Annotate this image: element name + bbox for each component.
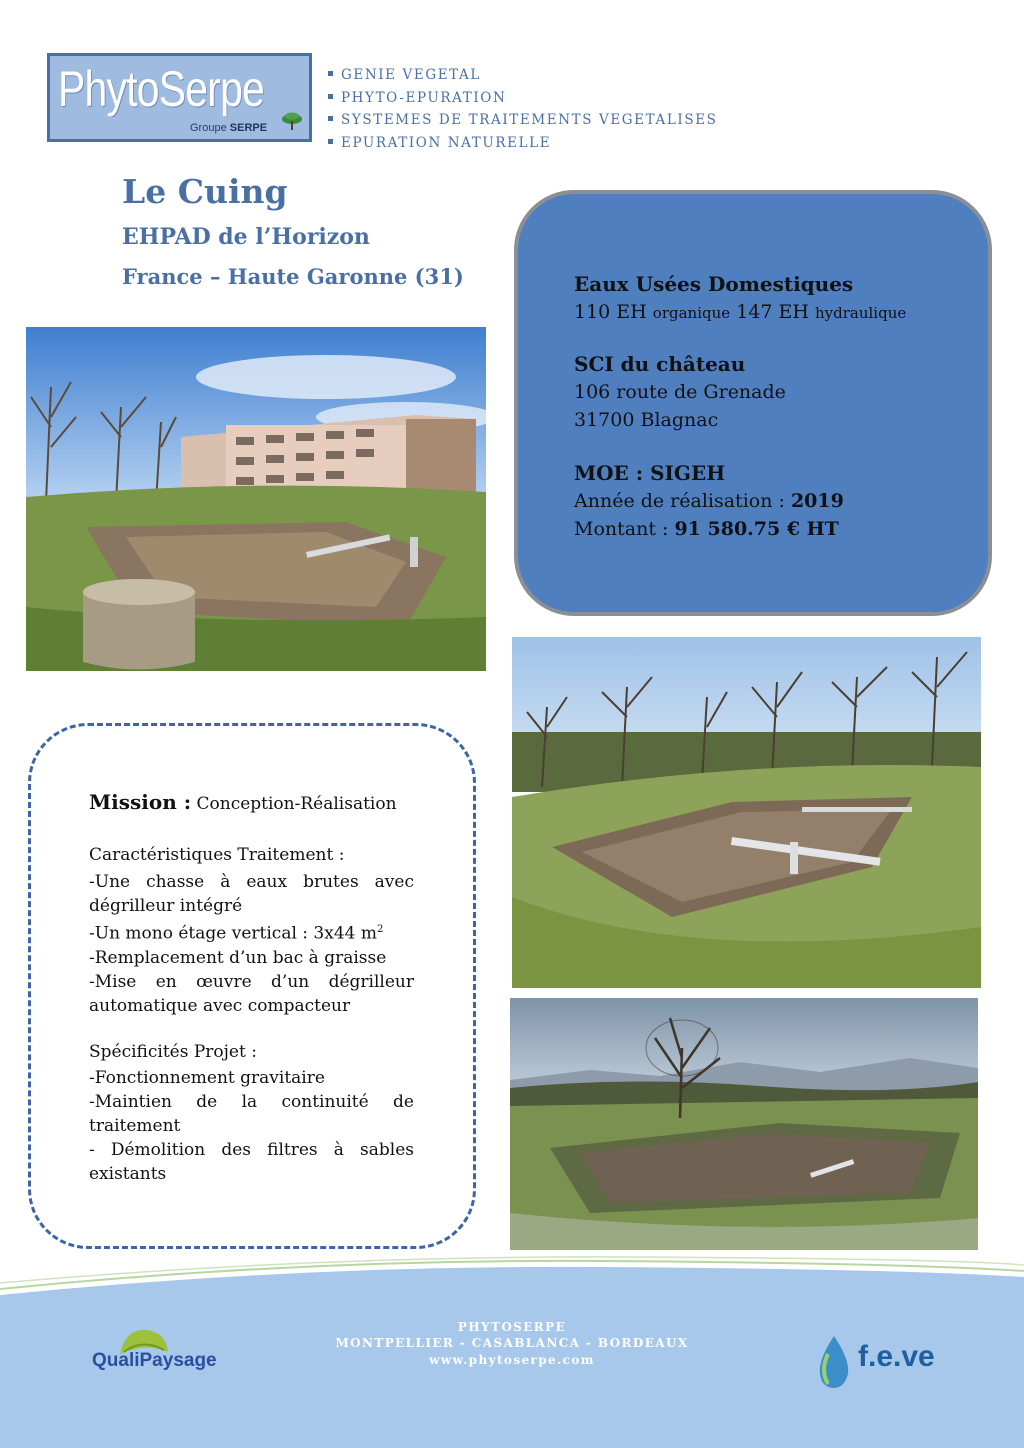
treatment-list — [89, 870, 414, 1018]
logo-group-prefix: Groupe — [190, 122, 227, 134]
project-location: France – Haute Garonne (31) — [122, 264, 464, 289]
eh-hydraulic-value: 147 EH — [736, 301, 809, 323]
feve-logo — [810, 1334, 980, 1398]
treatment-item: -Mise en œuvre d’un dégrilleur automatique avec compacteur — [89, 971, 414, 1016]
client-name: SCI du château — [574, 352, 746, 376]
site-photo-beds — [512, 637, 981, 988]
bullet-icon — [328, 116, 333, 121]
logo-wordmark: PhytoSerpe — [58, 61, 265, 117]
bullet-icon — [328, 71, 333, 76]
drop-icon — [814, 1334, 854, 1390]
footer-website[interactable]: www.phytoserpe.com — [429, 1353, 595, 1367]
treatment-item: -Une chasse à eaux brutes avec dégrilleur intégré — [89, 872, 414, 916]
amount-label: Montant : — [574, 518, 669, 540]
bullet-icon — [328, 94, 333, 99]
client-address-2: 31700 Blagnac — [574, 409, 719, 431]
eh-organic-label: organique — [652, 304, 731, 322]
mission-line — [89, 790, 414, 816]
treatment-item-text: -Un mono étage vertical : 3x44 m — [89, 923, 377, 944]
qualipaysage-wordmark: QualiPaysage — [92, 1350, 217, 1371]
tagline-item — [328, 109, 718, 132]
phytoserpe-logo — [47, 53, 312, 142]
project-specifics-list — [89, 1066, 414, 1186]
treatment-item — [89, 918, 414, 946]
tagline-item — [328, 64, 718, 87]
tagline-text: GENIE VEGETAL — [341, 67, 481, 83]
bullet-icon — [328, 139, 333, 144]
tagline-text: PHYTO-EPURATION — [341, 89, 507, 106]
client-address-1: 106 route de Grenade — [574, 381, 786, 403]
tagline-item — [328, 87, 718, 110]
site-photo-landscape — [510, 998, 978, 1250]
year-label: Année de réalisation : — [574, 490, 785, 512]
project-item: -Maintien de la continuité de traitement — [89, 1092, 414, 1136]
taglines-list — [328, 64, 718, 154]
tagline-text: EPURATION NATURELLE — [341, 134, 552, 151]
logo-group-brand: SERPE — [229, 122, 268, 134]
year-line — [574, 487, 844, 515]
tagline-item — [328, 132, 718, 155]
footer-cities: MONTPELLIER - CASABLANCA - BORDEAUX — [335, 1336, 689, 1350]
tagline-text: SYSTEMES DE TRAITEMENTS VEGETALISES — [341, 112, 718, 128]
amount-line — [574, 515, 839, 543]
logo-group-line — [190, 122, 267, 134]
feve-wordmark: f.e.ve — [858, 1340, 935, 1373]
footer-company: PHYTOSERPE — [457, 1320, 567, 1334]
year-value: 2019 — [790, 490, 844, 512]
treatment-heading: Caractéristiques Traitement : — [89, 845, 345, 865]
mission-label: Mission : — [89, 790, 192, 814]
project-title: Le Cuing — [122, 172, 288, 211]
tree-icon — [281, 112, 303, 132]
area-superscript: 2 — [377, 924, 384, 935]
treatment-item: -Remplacement d’un bac à graisse — [89, 947, 387, 968]
mission-value: Conception-Réalisation — [196, 794, 397, 814]
amount-value: 91 580.75 € HT — [674, 518, 839, 540]
project-specifics-heading: Spécificités Projet : — [89, 1042, 257, 1062]
qualipaysage-logo — [92, 1322, 232, 1402]
project-item: - Démolition des filtres à sables existants — [89, 1140, 414, 1184]
eh-capacity — [574, 298, 906, 327]
site-photo-building — [26, 327, 486, 671]
project-item: -Fonctionnement gravitaire — [89, 1068, 325, 1088]
effluent-heading: Eaux Usées Domestiques — [574, 272, 854, 296]
moe-line: MOE : SIGEH — [574, 461, 726, 485]
project-info-card — [514, 190, 992, 616]
project-subtitle: EHPAD de l’Horizon — [122, 224, 370, 250]
eh-hydraulic-label: hydraulique — [814, 304, 907, 322]
eh-organic-value: 110 EH — [574, 301, 647, 323]
